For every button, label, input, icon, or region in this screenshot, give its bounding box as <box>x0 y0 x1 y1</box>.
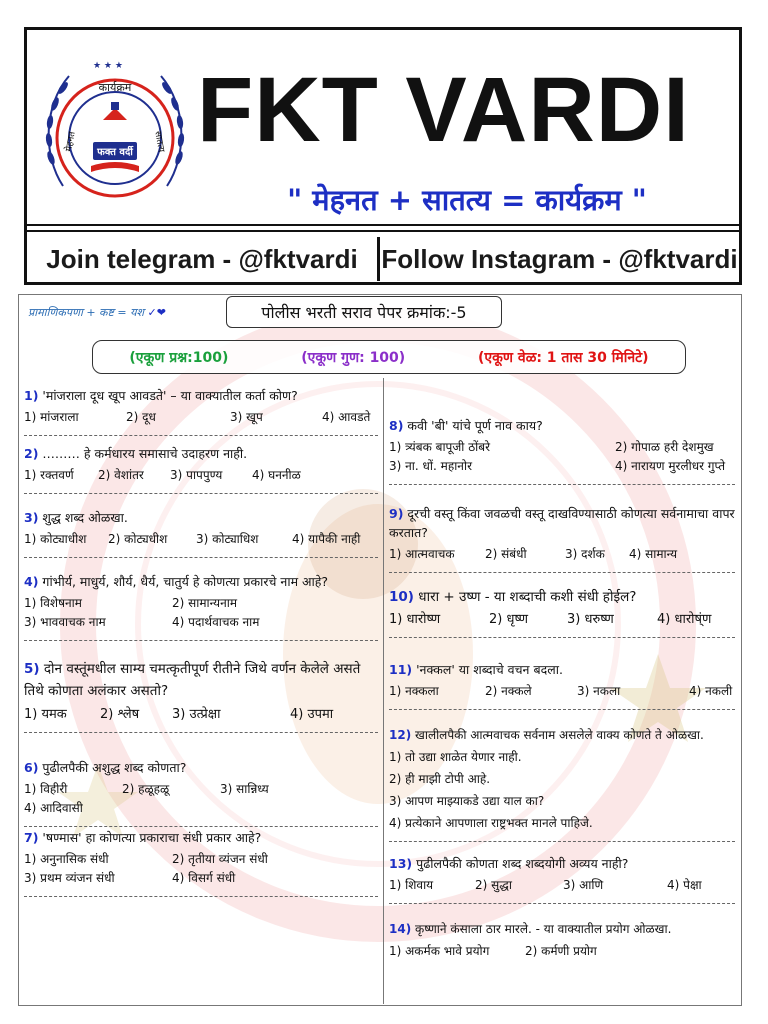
question-number: 1) <box>24 388 39 403</box>
tagline <box>28 305 166 320</box>
option-1[interactable]: 1) नक्कला <box>389 684 439 698</box>
option-2[interactable]: 2) धृष्ण <box>489 612 529 627</box>
question-13 <box>389 854 735 920</box>
question-14 <box>389 920 735 976</box>
option-3[interactable]: 3) उत्प्रेक्षा <box>172 707 221 722</box>
option-1[interactable]: 1) अकर्मक भावे प्रयोग <box>389 944 490 958</box>
option-1[interactable]: 1) मांजराला <box>24 410 79 424</box>
question-12 <box>389 726 735 854</box>
question-number: 10) <box>389 589 414 605</box>
option-4[interactable]: 4) उपमा <box>290 707 334 722</box>
separator <box>24 732 378 733</box>
question-5 <box>24 658 378 758</box>
question-number: 6) <box>24 760 39 775</box>
svg-text:★ ★ ★: ★ ★ ★ <box>93 61 123 71</box>
question-text: दूरची वस्तू किंवा जवळची वस्तू दाखविण्यासाठी कोणत्या सर्वनामाचा वापर करतात? <box>389 506 735 540</box>
check-icon: ✓ <box>147 306 157 319</box>
question-text: कवी 'बी' यांचे पूर्ण नाव काय? <box>407 418 543 433</box>
option-1[interactable]: 1) शिवाय <box>389 878 434 892</box>
option-3[interactable]: 3) भाववाचक नाम <box>24 615 106 629</box>
question-text: शुद्ध शब्द ओळखा. <box>42 510 128 525</box>
option-2[interactable]: 2) सामान्यनाम <box>172 596 238 610</box>
option-4[interactable]: 4) पदार्थवाचक नाम <box>172 615 260 629</box>
option-1[interactable]: 1) रक्तवर्ण <box>24 468 74 482</box>
question-11 <box>389 660 735 726</box>
logo-text-left: मेहनत <box>64 130 78 153</box>
option-4[interactable]: 4) विसर्ग संधी <box>172 871 236 885</box>
option-1[interactable]: 1) विशेषनाम <box>24 596 82 610</box>
question-text: खालीलपैकी आत्मवाचक सर्वनाम असलेले वाक्य कोणते ते ओळखा. <box>415 728 704 742</box>
separator <box>24 826 378 827</box>
question-text: पुढीलपैकी अशुद्ध शब्द कोणता? <box>42 760 187 775</box>
option-3[interactable]: 3) खूप <box>230 410 263 424</box>
option-3[interactable]: 3) सान्निध्य <box>220 782 269 796</box>
question-number: 14) <box>389 922 412 936</box>
question-number: 5) <box>24 661 40 677</box>
option-1[interactable]: 1) कोट्याधीश <box>24 532 87 546</box>
logo-text-top: कार्यक्रम <box>98 81 132 94</box>
option-4[interactable]: 4) यापैकी नाही <box>292 532 361 546</box>
option-3[interactable]: 3) पापपुण्य <box>170 468 223 482</box>
separator <box>389 903 735 904</box>
question-7 <box>24 828 378 914</box>
separator <box>24 557 378 558</box>
option-2[interactable]: 2) कर्मणी प्रयोग <box>525 944 597 958</box>
telegram-link[interactable]: Join telegram - @fktvardi <box>46 243 358 274</box>
separator <box>24 896 378 897</box>
option-2[interactable]: 2) ही माझी टोपी आहे. <box>389 772 491 786</box>
question-text: ……… हे कर्मधारय समासाचे उदाहरण नाही. <box>42 446 248 461</box>
right-column <box>389 416 735 976</box>
question-number: 7) <box>24 830 39 845</box>
option-3[interactable]: 3) दर्शक <box>565 547 605 561</box>
question-number: 13) <box>389 856 413 871</box>
option-4[interactable]: 4) धारोष्ंण <box>657 612 712 627</box>
option-3[interactable]: 3) प्रथम व्यंजन संधी <box>24 871 115 885</box>
column-divider <box>383 378 384 1004</box>
question-text: पुढीलपैकी कोणता शब्द शब्दयोगी अव्यय नाही? <box>416 856 629 871</box>
question-4 <box>24 572 378 658</box>
tagline-text: प्रामाणिकपणा + कष्ट = यश <box>28 306 144 319</box>
question-number: 3) <box>24 510 39 525</box>
option-1[interactable]: 1) विहीरी <box>24 782 68 796</box>
question-3 <box>24 508 378 572</box>
option-2[interactable]: 2) दूध <box>126 410 156 424</box>
question-text: कृष्णाने कंसाला ठार मारले. - या वाक्यातील प्रयोग ओळखा. <box>415 922 672 936</box>
header-divider <box>27 224 739 232</box>
separator <box>389 637 735 638</box>
separator <box>24 493 378 494</box>
separator <box>24 640 378 641</box>
total-questions: (एकूण प्रश्न:100) <box>129 349 229 366</box>
option-3[interactable]: 3) कोट्याधिश <box>196 532 259 546</box>
option-3[interactable]: 3) आपण माझ्याकडे उद्या याल का? <box>389 794 545 808</box>
option-3[interactable]: 3) ना. धों. महानोर <box>389 459 472 473</box>
option-1[interactable]: 1) तो उद्या शाळेत येणार नाही. <box>389 750 522 764</box>
question-text: दोन वस्तूंमधील साम्य चमत्कृतीपूर्ण रीतीने जिथे वर्णन केलेले असते तिथे कोणता अलंकार असतो? <box>24 661 361 699</box>
question-1 <box>24 386 378 444</box>
option-4[interactable]: 4) प्रत्येकाने आपणाला राष्ट्रभक्त मानले पाहिजे. <box>389 816 593 830</box>
option-1[interactable]: 1) अनुनासिक संधी <box>24 852 109 866</box>
question-number: 8) <box>389 418 404 433</box>
option-2[interactable]: 2) तृतीया व्यंजन संधी <box>172 852 268 866</box>
separator <box>389 484 735 485</box>
question-6 <box>24 758 378 828</box>
option-4[interactable]: 4) घननीळ <box>252 468 301 482</box>
option-2[interactable]: 2) संबंधी <box>485 547 527 561</box>
question-text: गांभीर्य, माधुर्य, शौर्य, धैर्य, चातुर्य हे कोणत्या प्रकारचे नाम आहे? <box>42 574 329 589</box>
separator <box>389 572 735 573</box>
option-2[interactable]: 2) वेशांतर <box>98 468 144 482</box>
option-2[interactable]: 2) नक्कले <box>485 684 532 698</box>
logo-text-center: फक्त वर्दी <box>97 147 133 158</box>
brand-title: FKT VARDI <box>197 59 690 161</box>
question-9 <box>389 504 735 588</box>
heart-icon: ❤ <box>156 306 166 319</box>
option-4[interactable]: 4) पेक्षा <box>667 878 702 892</box>
option-1[interactable]: 1) धारोष्ण <box>389 612 441 627</box>
total-time: (एकूण वेळ: 1 तास 30 मिनिटे) <box>478 349 649 366</box>
question-8 <box>389 416 735 504</box>
option-3[interactable]: 3) नकला <box>577 684 621 698</box>
left-column <box>24 386 378 914</box>
question-number: 12) <box>389 728 412 742</box>
separator <box>389 841 735 842</box>
fkt-vardi-logo <box>41 46 189 216</box>
logo-text-right: सातत्य <box>152 130 166 154</box>
question-text: 'नक्कल' या शब्दाचे वचन बदला. <box>416 662 563 677</box>
option-2[interactable]: 2) श्लेष <box>100 707 140 722</box>
option-1[interactable]: 1) यमक <box>24 707 67 722</box>
question-number: 2) <box>24 446 39 461</box>
social-bar <box>27 236 739 282</box>
option-3[interactable]: 3) आणि <box>563 878 604 892</box>
question-text: धारा + उष्ण - या शब्दाची कशी संधी होईल? <box>418 589 637 605</box>
option-2[interactable]: 2) गोपाळ हरी देशमुख <box>615 440 714 454</box>
option-3[interactable]: 3) धरुष्ण <box>567 612 614 627</box>
total-marks: (एकूण गुण: 100) <box>301 349 406 366</box>
question-text: 'षण्मास' हा कोणत्या प्रकाराचा संधी प्रकार आहे? <box>42 830 262 845</box>
question-number: 11) <box>389 662 413 677</box>
option-2[interactable]: 2) सुद्धा <box>475 878 512 892</box>
option-4[interactable]: 4) आदिवासी <box>24 801 83 815</box>
option-4[interactable]: 4) नकली <box>689 684 733 698</box>
question-number: 4) <box>24 574 39 589</box>
question-text: 'मांजराला दूध खूप आवडते' – या वाक्यातील कर्ता कोण? <box>42 388 298 403</box>
separator <box>24 435 378 436</box>
option-4[interactable]: 4) नारायण मुरलीधर गुप्ते <box>615 459 726 473</box>
separator <box>389 709 735 710</box>
header-banner <box>24 27 742 285</box>
option-1[interactable]: 1) आत्मवाचक <box>389 547 455 561</box>
option-4[interactable]: 4) आवडते <box>322 410 371 424</box>
option-2[interactable]: 2) कोट्यधीश <box>108 532 168 546</box>
question-2 <box>24 444 378 508</box>
question-10 <box>389 588 735 660</box>
option-1[interactable]: 1) त्र्यंबक बापूजी ठोंबरे <box>389 440 491 454</box>
paper-title: पोलीस भरती सराव पेपर क्रमांक:-5 <box>226 296 502 328</box>
option-2[interactable]: 2) हळूहळू <box>122 782 170 796</box>
question-number: 9) <box>389 506 404 521</box>
paper-summary <box>92 340 686 374</box>
instagram-link[interactable]: Follow Instagram - @fktvardi <box>381 243 738 274</box>
option-4[interactable]: 4) सामान्य <box>629 547 678 561</box>
motto: " मेहनत + सातत्य = कार्यक्रम " <box>287 183 647 217</box>
